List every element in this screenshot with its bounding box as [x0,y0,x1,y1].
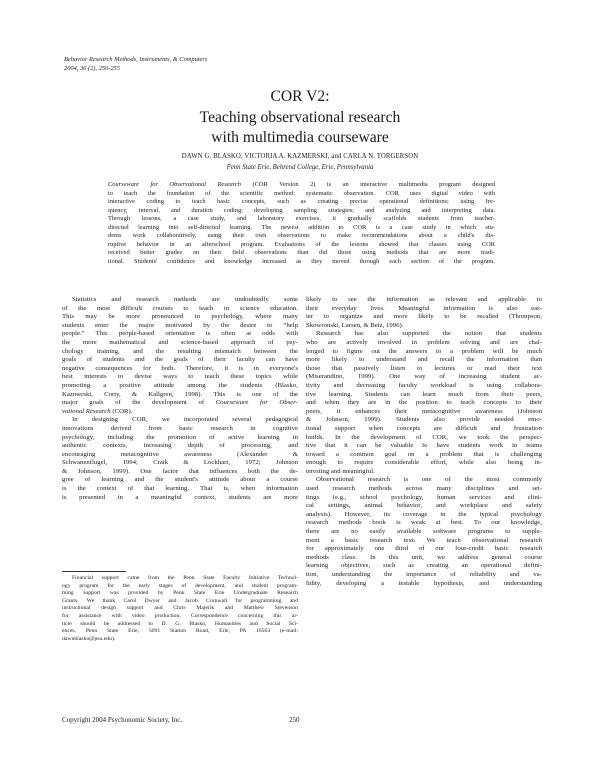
journal-name: Behavior Research Methods, Instruments, & Computers [64,56,208,63]
body-line: negative consequences for both. Therefore, it is in everyone's [62,364,298,372]
footnote-line: Grants. We thank Carol Dwyer and Jacob Cornwall for programming and [62,597,298,604]
body-line: ment a basic research text. We teach observational research [306,536,542,544]
page-number: 250 [289,716,300,724]
body-line: used research methods across many disciplines and set- [306,485,542,493]
body-line: Research has also supported the notion that students [316,330,542,338]
abstract-line: interactive coding to teach basic concepts, such as creating precise operational definitions; using fre- [108,198,495,206]
footnote-line: for assistance with video production. Correspondence concerning this ar- [62,612,298,619]
body-line: who are actively involved in problem solving and are chal- [306,338,542,346]
journal-header [64,56,207,73]
body-line [62,408,298,417]
abstract-line: dents work collaboratively, using their own observations to make recommendations about a child's dis- [108,232,495,240]
body-line: tive learning. Students can learn much from their peers, [306,390,542,398]
body-line: & Johnson, 1999). Students also provide needed emo- [306,416,542,424]
courseware-title-cont: vational Research [62,407,111,415]
body-line: goals of students and the goals of their faculty can have [62,356,298,364]
body-line: likely to see the information as relevant and applicable to [306,296,542,303]
abstract-lead-rest: (COR Version 2) is an interactive multimedia program designed [241,181,495,188]
body-line: Observational research is one of the most commonly [316,476,542,484]
body-line: the more mathematical and science-based approach of psy- [62,338,298,346]
abstract-line: ruptive behavior in an afterschool program. Evaluations of the lessons showed that classes using COR [108,240,495,248]
body-line: Statistics and research methods are undoubtedly some [72,296,298,303]
body-line: is presented in a meaningful context, students are more [62,493,298,501]
title-line-2: Teaching observational research [199,108,401,126]
body-line: toward a common goal on a problem that is challenging [306,450,542,458]
body-line-text: (COR). [110,407,133,415]
abstract-line [108,181,495,190]
abstract-line: tional. Students' confidence and knowledge increased as they moved through each section of the program. [108,257,495,265]
abstract-lead-title: Courseware for Observational Research [108,181,241,188]
body-line: chology training, and the resulting mismatch between the [62,347,298,355]
body-line: innovations derived from basic research in cognitive [62,424,298,432]
footnote [62,575,298,643]
body-line: encouraging metacognitive awareness (Alexander & [62,450,298,458]
body-line: research methods book is weak at best. To our knowledge, [306,519,542,527]
body-line: builds. In the development of COR, we took the perspec- [306,433,542,441]
footnote-line: Financial support came from the Penn State Faculty Initiative Technol- [72,575,298,581]
footnote-line: ming support was provided by Penn State Erie Undergraduate Research [62,590,298,597]
body-line: analysis). However, its coverage in the typical psychology [306,510,542,518]
body-line: promoting a positive attitude among the students (Blasko, [62,381,298,389]
body-line [62,399,298,408]
body-line: more likely to understand and recall the information than [306,356,542,364]
author-affiliation: Penn State Erie, Behrend College, Erie, Pennsylvania [226,164,374,171]
abstract-line: received better grades on their field observations than did those using methods that are more tradi- [108,249,495,257]
body-line: and when they are in the position to teach concepts to their [306,399,542,407]
body-line: their everyday lives. Meaningful information is also eas- [306,304,542,312]
body-line: Kazmerski, Corty, & Kallgren, 1998). This is one of the [62,390,298,398]
abstract-line: directed learning into self-directed learning. The newest addition to COR is a case study in which stu- [108,223,495,231]
abstract [108,181,495,266]
body-line: lidity, developing a testable hypothesis, and understanding [306,579,542,587]
body-line: is the context of that learning. That is, when information [62,485,298,493]
body-column-left [62,296,298,502]
body-line: authentic contexts, increasing depth of processing, and [62,442,298,450]
footnote-divider [62,571,126,572]
body-line: tings (e.g., school psychology, human services and clini- [306,493,542,501]
journal-citation: 2004, 36 (2), 250-255 [64,64,120,72]
body-line: people.” This people-based orientation is often at odds with [62,330,298,338]
body-line: learning objectives, such as creating an operational defini- [306,562,542,570]
body-line: (Miserandino, 1999). One way of increasing student ac- [306,373,542,381]
body-line: there are no easily available software programs to supple- [306,528,542,536]
footnote-line: ogy program for the early stages of development, and student program- [62,582,298,589]
body-line: enough to require considerable effort, while also being in- [306,459,542,467]
title-line-1: COR V2: [270,88,330,105]
footnote-line: ences, Penn State Erie, 5091 Station Road, Erie, PA 16563 (e-mail: [62,628,298,635]
body-line: In designing COR, we incorporated several pedagogical [72,416,298,424]
body-line: Skowronski, Larsen, & Betz, 1996). [306,321,404,329]
author-list: DAWN G. BLASKO, VICTORIA A. KAZMERSKI, and CARLA N. TORGERSON [181,153,419,160]
body-line: psychology, including the promotion of active learning in [62,433,298,441]
body-line: peers, it enhances their metacognitive awareness (Johnson [306,407,542,415]
body-line: best interests to devise ways to teach these topics while [62,373,298,381]
copyright-notice: Copyright 2004 Psychonomic Society, Inc. [62,716,183,724]
body-line: tive that it can be valuable to have students work in teams [306,442,542,450]
footnote-line: dawnblasko@psu.edu). [62,635,116,642]
body-line: students enter the major motivated by the desire to “help [62,321,298,329]
body-line: tivity and decreasing faculty workload is using collabora- [306,381,542,389]
body-line: cal settings, animal behavior, and workplace and safety [306,502,542,510]
body-line: Schwanenflugel, 1994; Craik & Lockhart, 1972; Johnson [62,459,298,467]
body-line: of the most difficult courses to teach in science education. [62,304,298,312]
footnote-line: instructional design support and Chris Majerik and Matthew Stevenson [62,605,298,612]
body-line: those that passively listen to lectures or read their text [306,364,542,372]
body-line: tional support when concepts are difficult and frustration [306,424,542,432]
courseware-title: Courseware for Obser- [215,399,298,407]
body-line-text: major goals of the development of [62,399,216,407]
body-column-right [306,296,542,588]
body-line: for approximately one third of our four-credit basic research [306,545,542,553]
body-line: gree of learning and the student's attitude about a course [62,476,298,484]
paper-title [0,87,600,149]
title-line-3: with multimedia courseware [211,129,389,146]
body-line: tion, understanding the importance of reliability and va- [306,571,542,578]
body-line: This may be more pronounced in psychology, where many [62,313,298,321]
body-line: teresting and meaningful. [306,467,375,475]
abstract-line: quency, interval, and duration coding; developing sampling strategies; and analyzing and interpreting data. [108,206,495,214]
body-line: ier to organize and more likely to be recalled (Thompson, [306,313,542,321]
abstract-line: Through lessons, a case study, and laboratory exercises, it gradually scaffolds students from teacher- [108,215,495,223]
abstract-line: to teach the foundation of the scientific method: systematic observation. COR uses digital video with [108,189,495,197]
body-line: lenged to figure out the answers to a problem will be much [306,347,542,355]
body-line: & Johnson, 1999). One factor that influences both the de- [62,467,298,475]
body-line: methods class. In this unit, we address general course [306,553,542,561]
footnote-line: ticle should be addressed to D. G. Blasko, Humanities and Social Sci- [62,620,298,627]
